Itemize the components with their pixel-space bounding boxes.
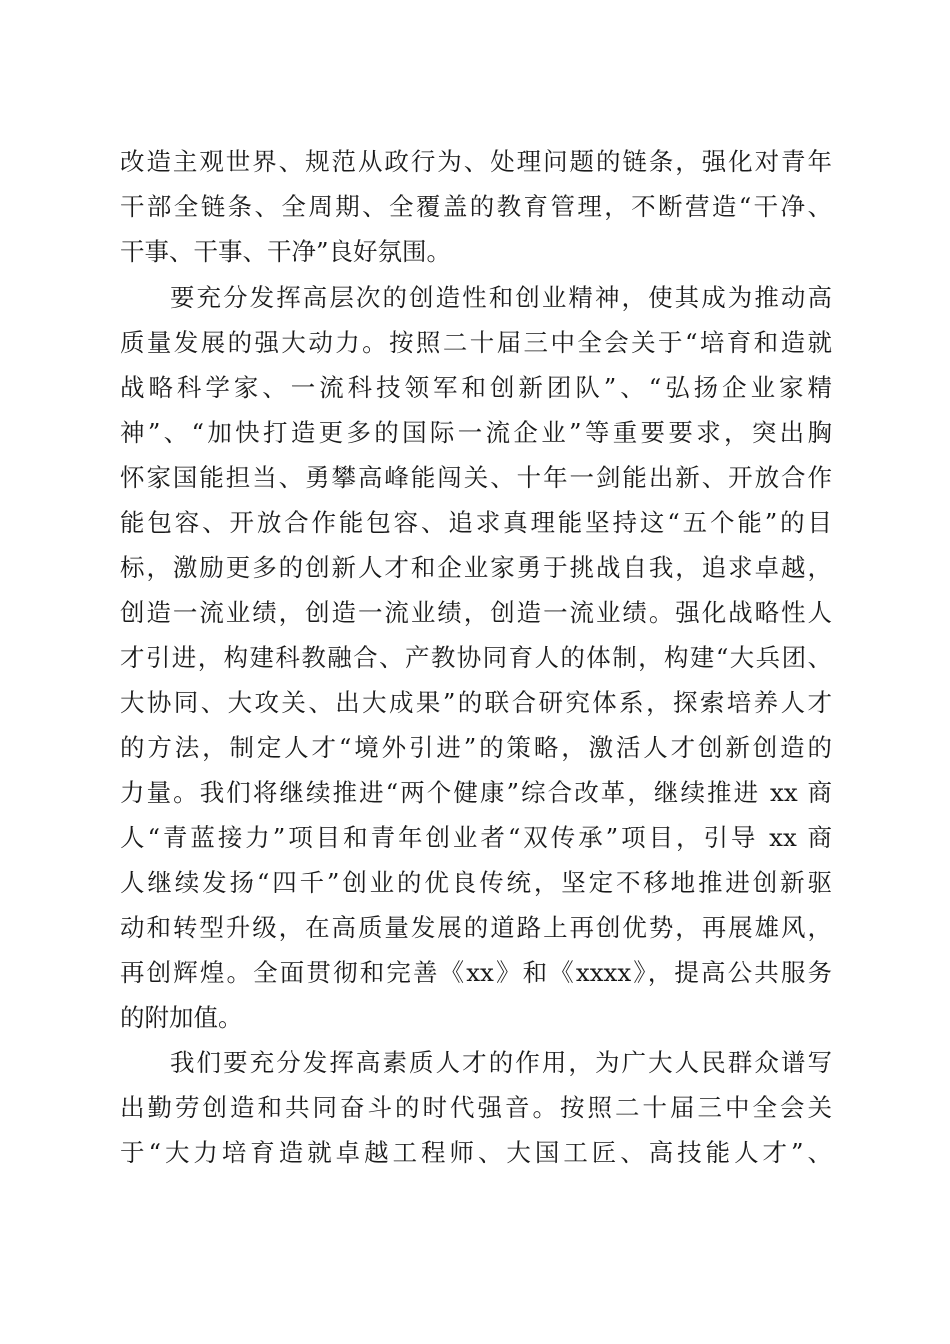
text-line-18: 动和转型升级，在高质量发展的道路上再创优势，再展雄风， [120,913,832,942]
text-line-15: 力量。我们将继续推进“两个健康”综合改革，继续推进 xx 商 [120,778,832,807]
text-line-11: 创造一流业绩，创造一流业绩，创造一流业绩。强化战略性人 [120,598,832,627]
text-line-6: 战略科学家、一流科技领军和创新团队”、“弘扬企业家精 [120,373,832,402]
text-line-19: 再创辉煌。全面贯彻和完善《xx》和《xxxx》，提高公共服务 [120,958,832,987]
text-line-13: 大协同、大攻关、出大成果”的联合研究体系，探索培养人才 [120,688,832,717]
text-line-14: 的方法，制定人才“境外引进”的策略，激活人才创新创造的 [120,733,832,762]
text-line-3: 干事、干事、干净”良好氛围。 [120,237,452,266]
text-line-16: 人“青蓝接力”项目和青年创业者“双传承”项目，引导 xx 商 [120,823,832,852]
text-line-1: 改造主观世界、规范从政行为、处理问题的链条，强化对青年 [120,147,832,176]
text-line-10: 标，激励更多的创新人才和企业家勇于挑战自我，追求卓越， [120,553,832,582]
text-line-23: 于“大力培育造就卓越工程师、大国工匠、高技能人才”、 [120,1138,832,1167]
paragraph-3-line-1: 我们要充分发挥高素质人才的作用，为广大人民群众谱写 [170,1048,832,1077]
text-line-7: 神”、“加快打造更多的国际一流企业”等重要要求，突出胸 [120,418,832,447]
text-line-9: 能包容、开放合作能包容、追求真理能坚持这“五个能”的目 [120,508,832,537]
text-line-17: 人继续发扬“四千”创业的优良传统，坚定不移地推进创新驱 [120,868,832,897]
text-line-12: 才引进，构建科教融合、产教协同育人的体制，构建“大兵团、 [120,643,832,672]
text-line-20: 的附加值。 [120,1003,243,1032]
text-line-5: 质量发展的强大动力。按照二十届三中全会关于“培育和造就 [120,328,832,357]
paragraph-2-line-1: 要充分发挥高层次的创造性和创业精神，使其成为推动高 [170,283,832,312]
text-line-22: 出勤劳创造和共同奋斗的时代强音。按照二十届三中全会关 [120,1093,832,1122]
text-line-2: 干部全链条、全周期、全覆盖的教育管理，不断营造“干净、 [120,192,832,221]
text-line-8: 怀家国能担当、勇攀高峰能闯关、十年一剑能出新、开放合作 [120,463,832,492]
